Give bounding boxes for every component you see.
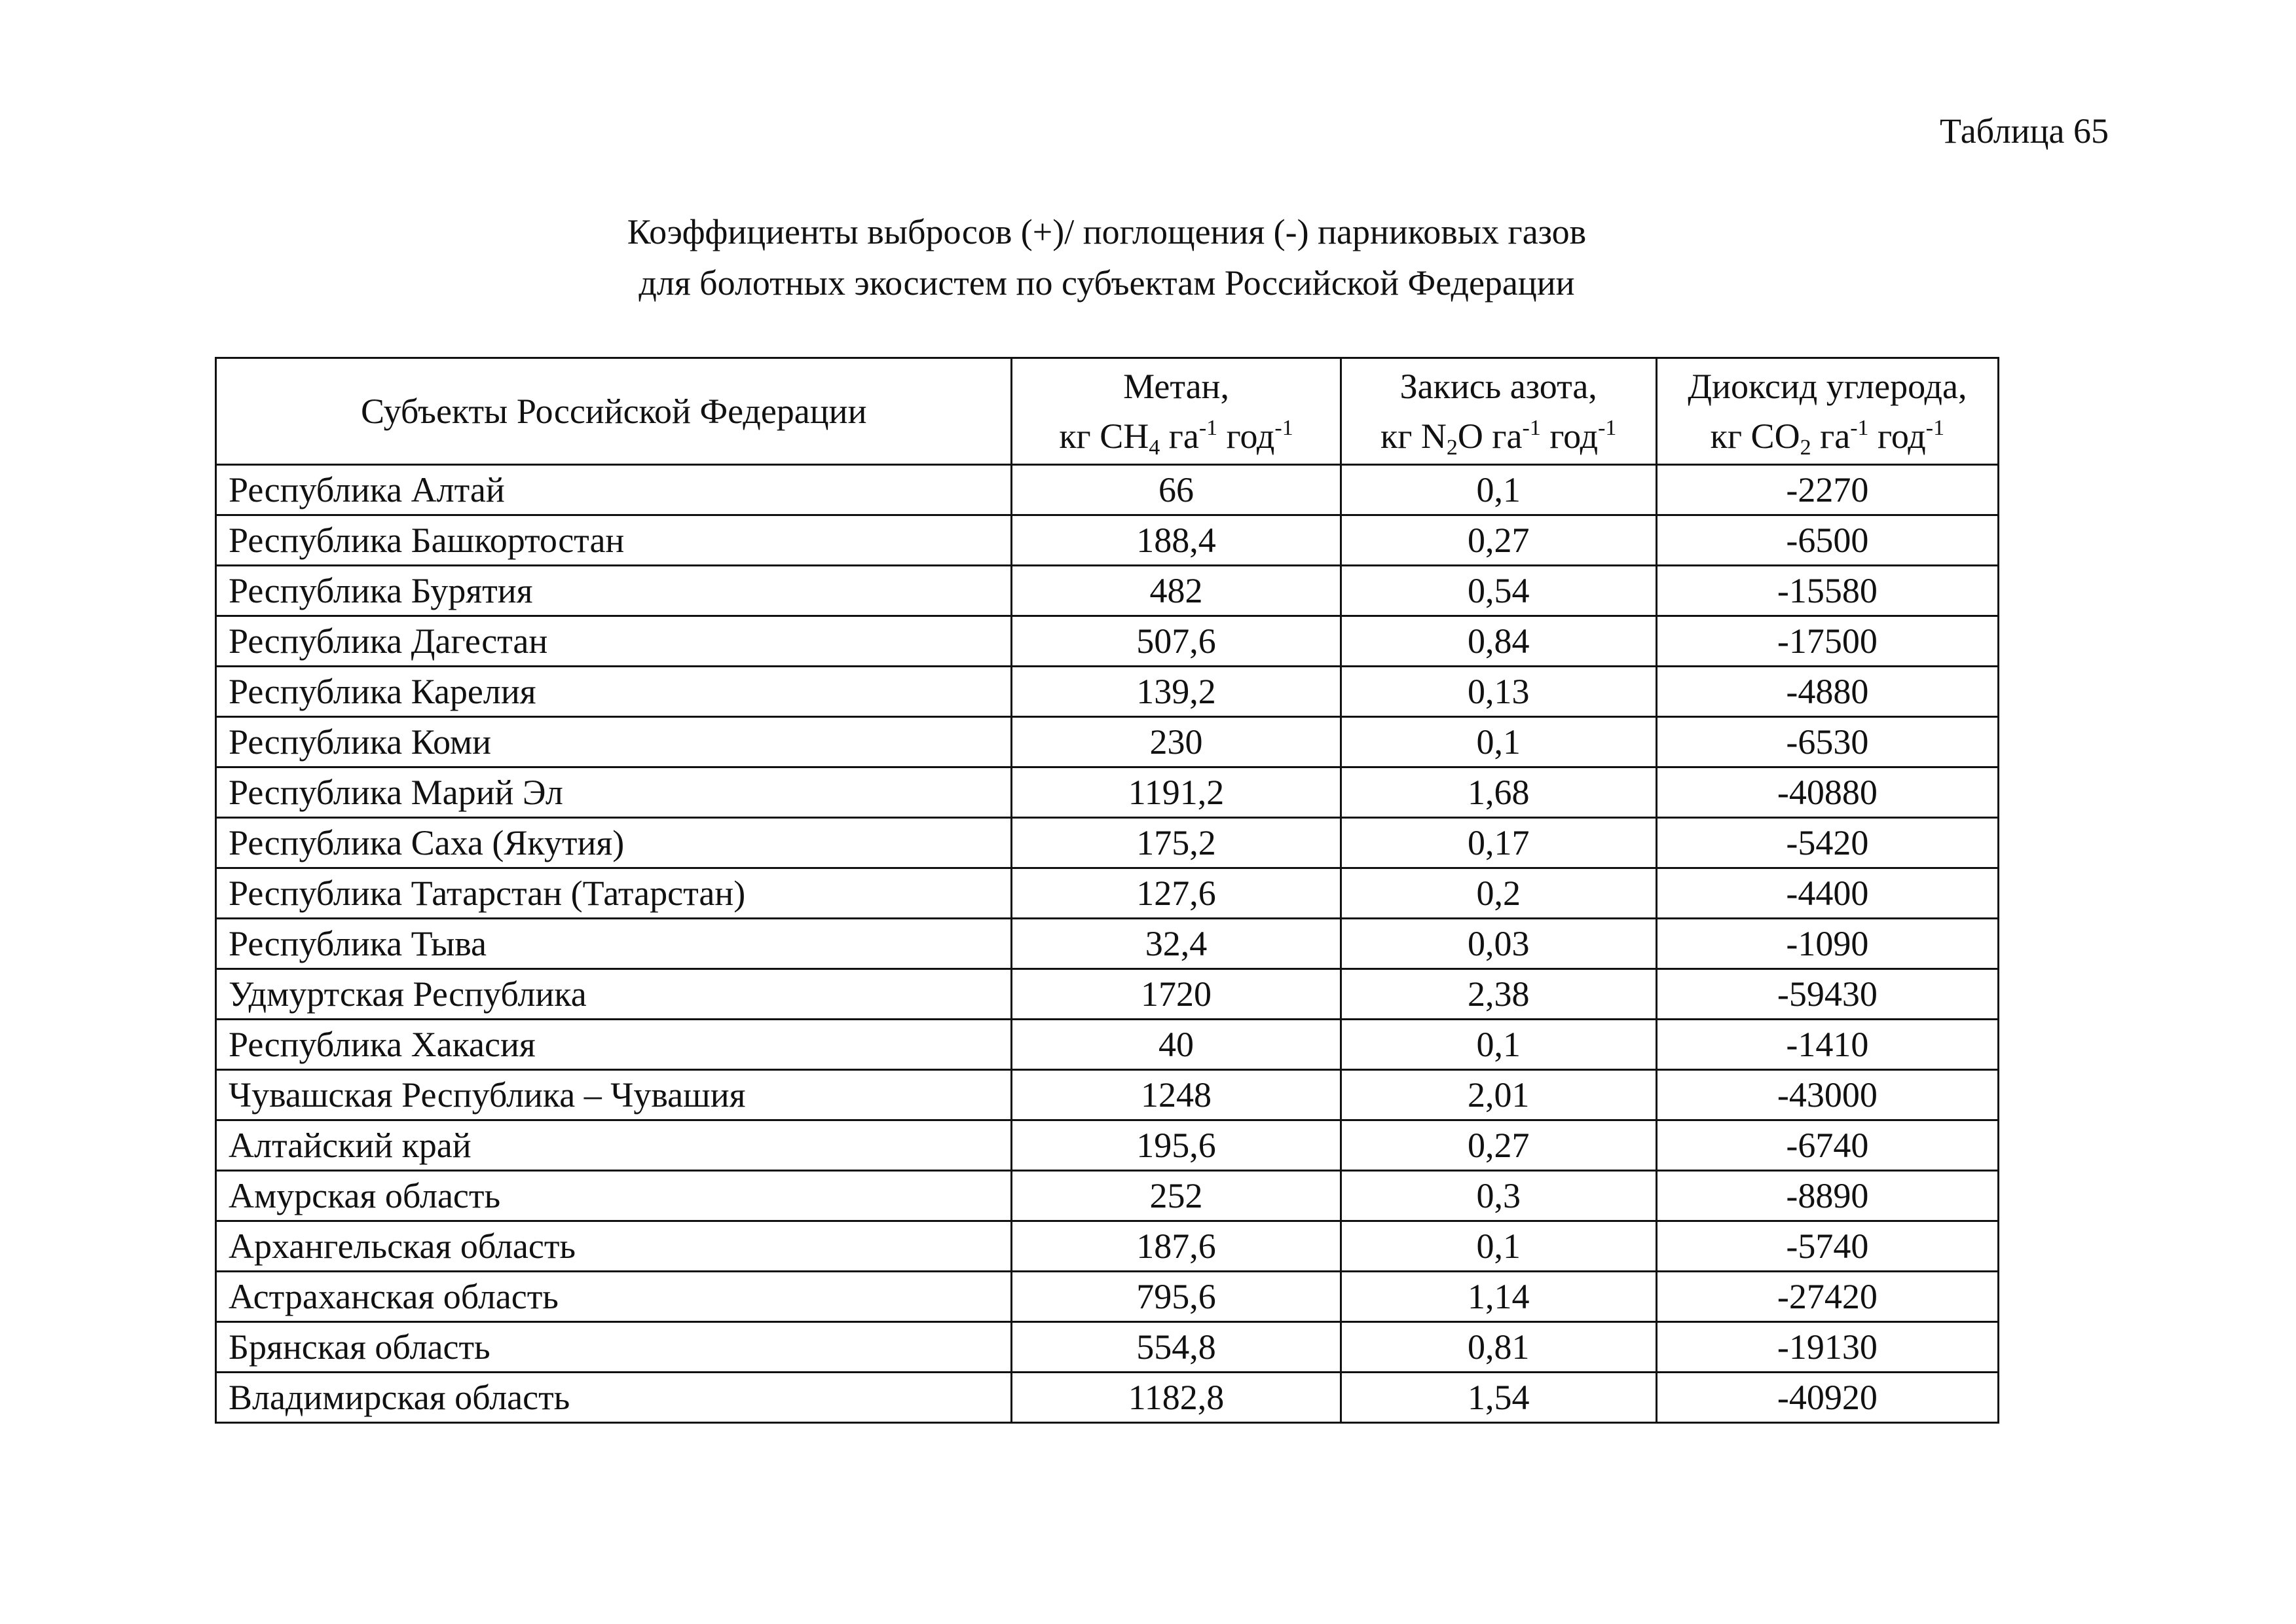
cell-subject: Республика Саха (Якутия) [216, 818, 1012, 868]
cell-co2: -6500 [1656, 515, 1998, 566]
cell-n2o: 2,01 [1341, 1070, 1656, 1120]
table-row [216, 1272, 1999, 1322]
cell-n2o: 0,27 [1341, 1120, 1656, 1171]
cell-co2: -40920 [1656, 1373, 1998, 1423]
cell-n2o: 0,81 [1341, 1322, 1656, 1373]
cell-n2o: 0,2 [1341, 868, 1656, 919]
cell-methane: 32,4 [1012, 919, 1341, 969]
table-row [216, 616, 1999, 667]
cell-subject: Чувашская Республика – Чувашия [216, 1070, 1012, 1120]
cell-n2o: 0,3 [1341, 1171, 1656, 1221]
cell-n2o: 0,1 [1341, 465, 1656, 515]
table-row [216, 1020, 1999, 1070]
cell-subject: Алтайский край [216, 1120, 1012, 1171]
cell-n2o: 2,38 [1341, 969, 1656, 1020]
cell-n2o: 0,03 [1341, 919, 1656, 969]
cell-co2: -6740 [1656, 1120, 1998, 1171]
cell-n2o: 0,54 [1341, 566, 1656, 616]
cell-subject: Республика Бурятия [216, 566, 1012, 616]
table-row [216, 717, 1999, 767]
cell-co2: -59430 [1656, 969, 1998, 1020]
cell-co2: -27420 [1656, 1272, 1998, 1322]
header-n2o [1341, 358, 1656, 465]
table-row [216, 919, 1999, 969]
cell-co2: -5740 [1656, 1221, 1998, 1272]
cell-methane: 188,4 [1012, 515, 1341, 566]
cell-n2o: 0,27 [1341, 515, 1656, 566]
table-row [216, 818, 1999, 868]
cell-subject: Республика Дагестан [216, 616, 1012, 667]
cell-methane: 554,8 [1012, 1322, 1341, 1373]
cell-subject: Амурская область [216, 1171, 1012, 1221]
table-row [216, 1070, 1999, 1120]
cell-subject: Республика Коми [216, 717, 1012, 767]
cell-n2o: 0,13 [1341, 667, 1656, 717]
table-row [216, 868, 1999, 919]
cell-n2o: 0,1 [1341, 1221, 1656, 1272]
table-number-label: Таблица 65 [1940, 111, 2109, 151]
cell-subject: Республика Алтай [216, 465, 1012, 515]
header-co2 [1656, 358, 1998, 465]
cell-methane: 40 [1012, 1020, 1341, 1070]
cell-subject: Республика Татарстан (Татарстан) [216, 868, 1012, 919]
cell-subject: Республика Карелия [216, 667, 1012, 717]
header-methane-unit: кг $CH_4$ $га^{-1}$ год$^{-1}$ [1059, 416, 1293, 460]
cell-n2o: 0,84 [1341, 616, 1656, 667]
emission-factors-table [215, 357, 1999, 1424]
cell-methane: 507,6 [1012, 616, 1341, 667]
cell-co2: -1090 [1656, 919, 1998, 969]
table-row [216, 667, 1999, 717]
header-co2-title: Диоксид углерода, [1688, 367, 1967, 406]
cell-subject: Республика Башкортостан [216, 515, 1012, 566]
cell-co2: -6530 [1656, 717, 1998, 767]
table-row [216, 1373, 1999, 1423]
cell-co2: -43000 [1656, 1070, 1998, 1120]
header-methane [1012, 358, 1341, 465]
cell-methane: 187,6 [1012, 1221, 1341, 1272]
table-row [216, 515, 1999, 566]
table-row [216, 1171, 1999, 1221]
table-row [216, 465, 1999, 515]
cell-methane: 1248 [1012, 1070, 1341, 1120]
cell-methane: 1182,8 [1012, 1373, 1341, 1423]
header-n2o-unit: кг $N_2O$ $га^{-1}$ год$^{-1}$ [1380, 416, 1617, 460]
header-n2o-title: Закись азота, [1399, 367, 1597, 406]
header-subject: Субъекты Российской Федерации [216, 358, 1012, 465]
cell-subject: Удмуртская Республика [216, 969, 1012, 1020]
table-row [216, 566, 1999, 616]
cell-methane: 195,6 [1012, 1120, 1341, 1171]
table-row [216, 1221, 1999, 1272]
cell-methane: 66 [1012, 465, 1341, 515]
cell-methane: 127,6 [1012, 868, 1341, 919]
cell-subject: Астраханская область [216, 1272, 1012, 1322]
cell-methane: 139,2 [1012, 667, 1341, 717]
cell-co2: -2270 [1656, 465, 1998, 515]
table-row [216, 1120, 1999, 1171]
cell-n2o: 0,17 [1341, 818, 1656, 868]
cell-n2o: 1,54 [1341, 1373, 1656, 1423]
cell-n2o: 0,1 [1341, 1020, 1656, 1070]
cell-subject: Республика Марий Эл [216, 767, 1012, 818]
cell-methane: 482 [1012, 566, 1341, 616]
cell-co2: -40880 [1656, 767, 1998, 818]
table-body [216, 465, 1999, 1423]
table-row [216, 969, 1999, 1020]
cell-methane: 1191,2 [1012, 767, 1341, 818]
cell-subject: Архангельская область [216, 1221, 1012, 1272]
cell-subject: Республика Хакасия [216, 1020, 1012, 1070]
cell-co2: -8890 [1656, 1171, 1998, 1221]
table-row [216, 1322, 1999, 1373]
cell-subject: Брянская область [216, 1322, 1012, 1373]
table-header-row [216, 358, 1999, 465]
cell-subject: Республика Тыва [216, 919, 1012, 969]
cell-methane: 1720 [1012, 969, 1341, 1020]
cell-co2: -4400 [1656, 868, 1998, 919]
cell-co2: -19130 [1656, 1322, 1998, 1373]
cell-methane: 795,6 [1012, 1272, 1341, 1322]
cell-subject: Владимирская область [216, 1373, 1012, 1423]
table-title-line-1: Коэффициенты выбросов (+)/ поглощения (-) парниковых газов [627, 212, 1587, 251]
cell-methane: 175,2 [1012, 818, 1341, 868]
cell-methane: 252 [1012, 1171, 1341, 1221]
cell-co2: -17500 [1656, 616, 1998, 667]
cell-co2: -4880 [1656, 667, 1998, 717]
cell-co2: -15580 [1656, 566, 1998, 616]
cell-n2o: 1,68 [1341, 767, 1656, 818]
cell-co2: -1410 [1656, 1020, 1998, 1070]
cell-co2: -5420 [1656, 818, 1998, 868]
header-methane-title: Метан, [1123, 367, 1229, 406]
cell-n2o: 1,14 [1341, 1272, 1656, 1322]
table-title-line-2: для болотных экосистем по субъектам Российской Федерации [639, 263, 1575, 303]
header-co2-unit: кг $CO_2$ $га^{-1}$ год$^{-1}$ [1710, 416, 1945, 460]
cell-n2o: 0,1 [1341, 717, 1656, 767]
table-row [216, 767, 1999, 818]
cell-methane: 230 [1012, 717, 1341, 767]
